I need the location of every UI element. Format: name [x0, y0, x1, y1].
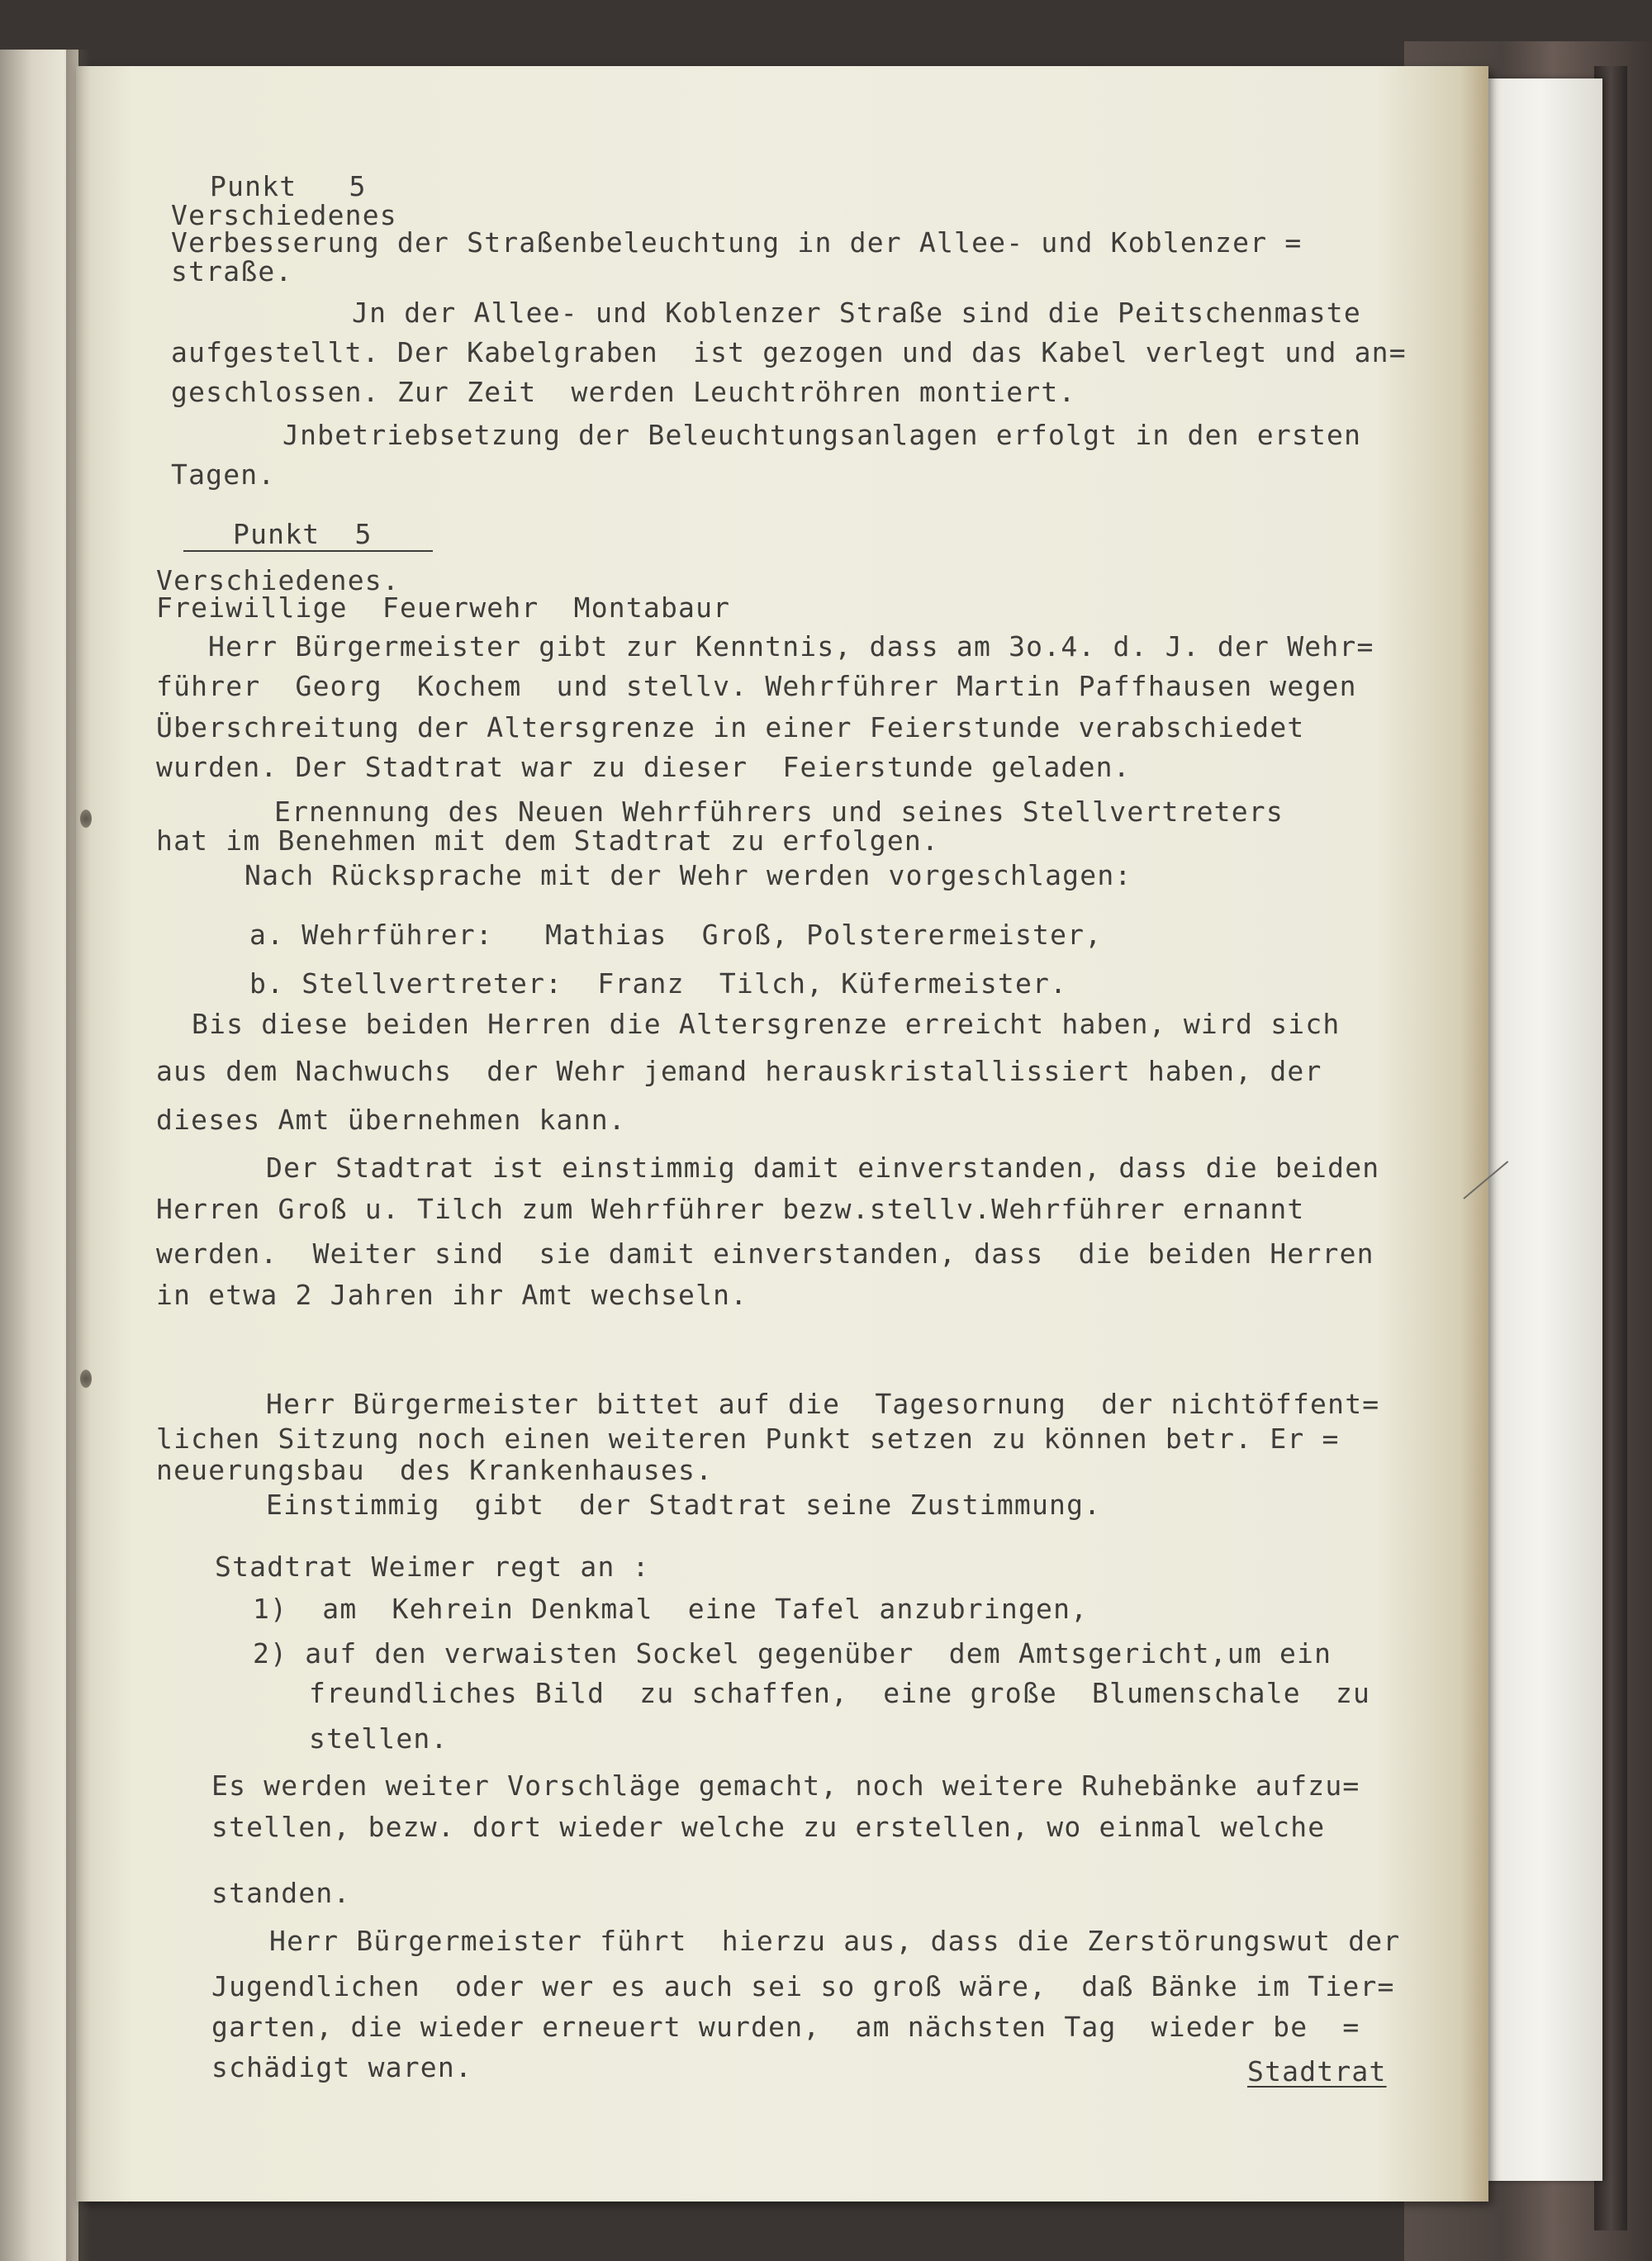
text-line: Nach Rücksprache mit der Wehr werden vorgeschlagen:	[244, 859, 1132, 891]
back-sheet	[1479, 78, 1602, 2181]
heading-punkt-1: Punkt 5	[210, 170, 367, 202]
text-line: garten, die wieder erneuert wurden, am nächsten Tag wieder be =	[211, 2011, 1360, 2043]
document-page	[76, 66, 1488, 2202]
text-line: dieses Amt übernehmen kann.	[156, 1104, 626, 1136]
list-item-2: 2) auf den verwaisten Sockel gegenüber dem Amtsgericht,um ein	[253, 1637, 1332, 1670]
text-line: neuerungsbau des Krankenhauses.	[156, 1454, 714, 1486]
text-line: Herr Bürgermeister gibt zur Kenntnis, dass am 3o.4. d. J. der Wehr=	[208, 630, 1374, 663]
text-line: aufgestellt. Der Kabelgraben ist gezogen und das Kabel verlegt und an=	[171, 336, 1407, 368]
text-line: Herren Groß u. Tilch zum Wehrführer bezw.stellv.Wehrführer ernannt	[156, 1193, 1305, 1225]
heading-underline	[183, 550, 433, 552]
footer-stadtrat: Stadtrat	[1247, 2055, 1387, 2088]
text-line: Stadtrat Weimer regt an :	[215, 1551, 650, 1583]
binding-gutter	[66, 50, 91, 2261]
binding-ring	[80, 810, 92, 828]
text-line: Herr Bürgermeister bittet auf die Tagesornung der nichtöffent=	[266, 1388, 1380, 1420]
heading-verschiedenes-2: Verschiedenes.	[156, 564, 400, 596]
text-line: straße.	[171, 255, 293, 287]
text-line: wurden. Der Stadtrat war zu dieser Feierstunde geladen.	[156, 751, 1131, 783]
heading-punkt-2: Punkt 5	[233, 518, 373, 550]
text-line: Der Stadtrat ist einstimmig damit einverstanden, dass die beiden	[266, 1152, 1380, 1184]
text-line: lichen Sitzung noch einen weiteren Punkt setzen zu können betr. Er =	[156, 1423, 1340, 1455]
text-line: Verbesserung der Straßenbeleuchtung in der Allee- und Koblenzer =	[171, 226, 1303, 259]
text-line: in etwa 2 Jahren ihr Amt wechseln.	[156, 1279, 748, 1311]
text-line: Überschreitung der Altersgrenze in einer Feierstunde verabschiedet	[156, 711, 1305, 743]
text-line: Einstimmig gibt der Stadtrat seine Zustimmung.	[266, 1489, 1102, 1521]
text-line: geschlossen. Zur Zeit werden Leuchtröhren montiert.	[171, 376, 1076, 408]
text-line: stellen.	[309, 1722, 449, 1755]
text-line: werden. Weiter sind sie damit einverstanden, dass die beiden Herren	[156, 1237, 1374, 1270]
heading-verschiedenes-1: Verschiedenes	[171, 199, 397, 231]
binding-ring	[80, 1370, 92, 1388]
text-line: hat im Benehmen mit dem Stadtrat zu erfolgen.	[156, 824, 940, 857]
text-line: freundliches Bild zu schaffen, eine große Blumenschale zu	[309, 1677, 1371, 1709]
text-line: Jugendlichen oder wer es auch sei so groß wäre, daß Bänke im Tier=	[211, 1970, 1395, 2002]
text-line: Jnbetriebsetzung der Beleuchtungsanlagen erfolgt in den ersten	[282, 419, 1362, 451]
list-item-b: b. Stellvertreter: Franz Tilch, Küfermeister.	[249, 967, 1068, 1000]
text-line: aus dem Nachwuchs der Wehr jemand herauskristallissiert haben, der	[156, 1055, 1322, 1087]
list-item-1: 1) am Kehrein Denkmal eine Tafel anzubringen,	[253, 1593, 1089, 1625]
text-line: führer Georg Kochem und stellv. Wehrführer Martin Paffhausen wegen	[156, 670, 1357, 702]
text-line: schädigt waren.	[211, 2051, 473, 2083]
text-line: Tagen.	[171, 458, 276, 491]
text-line: standen.	[211, 1877, 351, 1909]
text-line: Bis diese beiden Herren die Altersgrenze erreicht haben, wird sich	[192, 1008, 1341, 1040]
list-item-a: a. Wehrführer: Mathias Groß, Polsterermeister,	[249, 919, 1103, 951]
text-line: Es werden weiter Vorschläge gemacht, noch weitere Ruhebänke aufzu=	[211, 1769, 1360, 1802]
text-line: Jn der Allee- und Koblenzer Straße sind die Peitschenmaste	[352, 297, 1361, 329]
text-line: stellen, bezw. dort wieder welche zu erstellen, wo einmal welche	[211, 1811, 1326, 1843]
text-line: Herr Bürgermeister führt hierzu aus, dass die Zerstörungswut der	[269, 1925, 1401, 1957]
text-line: Ernennung des Neuen Wehrführers und seines Stellvertreters	[274, 796, 1284, 828]
heading-feuerwehr: Freiwillige Feuerwehr Montabaur	[156, 591, 731, 624]
